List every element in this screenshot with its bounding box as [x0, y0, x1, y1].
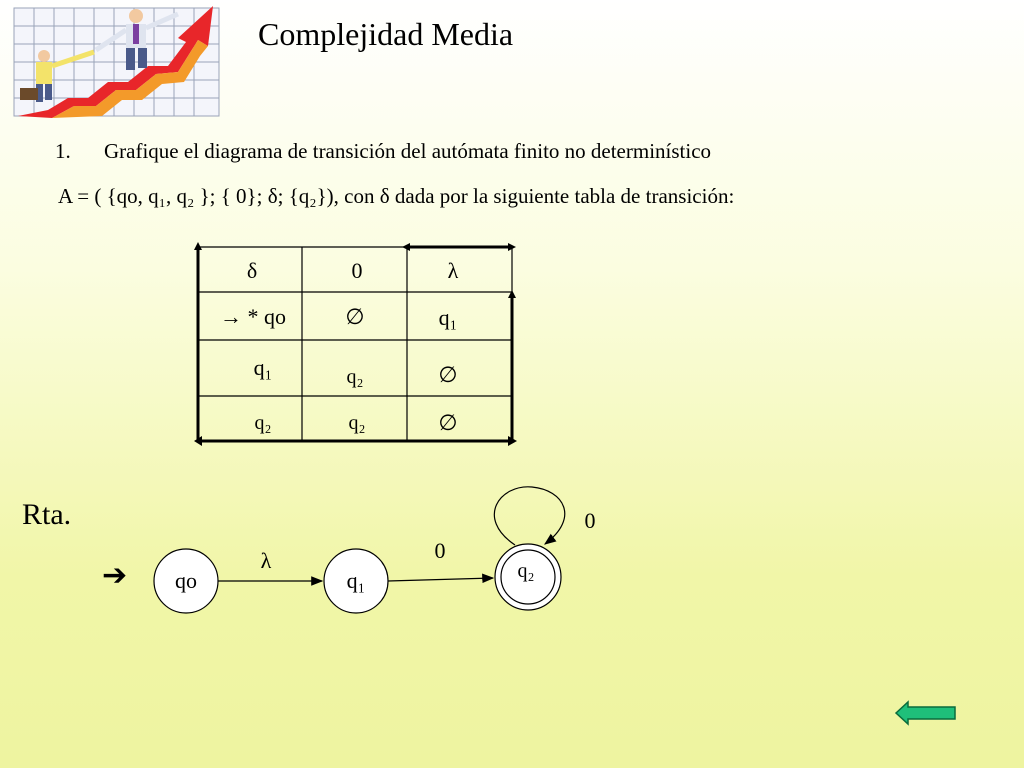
transition-q2-self-loop: [494, 487, 564, 545]
exercise-statement: Grafique el diagrama de transición del autómata finito no determinístico: [104, 139, 712, 163]
table-row-q2-state: q₂: [254, 412, 272, 434]
transition-label-q1-q2: 0: [434, 538, 446, 563]
table-row-q2-on-lambda: ∅: [438, 410, 458, 435]
item-number: 1.: [55, 139, 71, 163]
automaton-definition: A = ( {qo, q₁, q₂ }; { 0}; δ; {q₂}), con δ dada por la siguiente tabla de transición:: [58, 184, 735, 208]
table-row-q2-on-zero: q₂: [348, 412, 366, 434]
table-row-q1-on-zero: q₂: [346, 366, 364, 388]
climbing-people-clipart-icon: [8, 2, 228, 120]
state-diagram: [100, 478, 600, 628]
table-row-qo-on-zero: ∅: [345, 304, 365, 329]
table-header-delta: δ: [246, 258, 258, 283]
table-row-qo-on-lambda: q₁: [438, 305, 458, 330]
back-arrow-icon[interactable]: [894, 700, 958, 726]
table-header-zero: 0: [351, 258, 363, 283]
state-q2-label: q₂: [517, 560, 535, 582]
state-qo-label: qo: [175, 568, 197, 593]
transition-label-self-loop: 0: [584, 508, 596, 533]
answer-label: Rta.: [22, 498, 72, 531]
table-row-q1-state: q₁: [253, 355, 273, 380]
table-row-qo-state: → * qo: [220, 304, 286, 329]
table-header-lambda: λ: [447, 258, 459, 283]
start-arrow-icon: ➔: [102, 559, 128, 592]
transition-label-lambda: λ: [260, 548, 272, 573]
table-row-q1-on-lambda: ∅: [438, 362, 458, 387]
transition-q1-q2: [388, 578, 493, 581]
slide-title: Complejidad Media: [258, 16, 514, 52]
state-q1-label: q₁: [346, 568, 366, 593]
